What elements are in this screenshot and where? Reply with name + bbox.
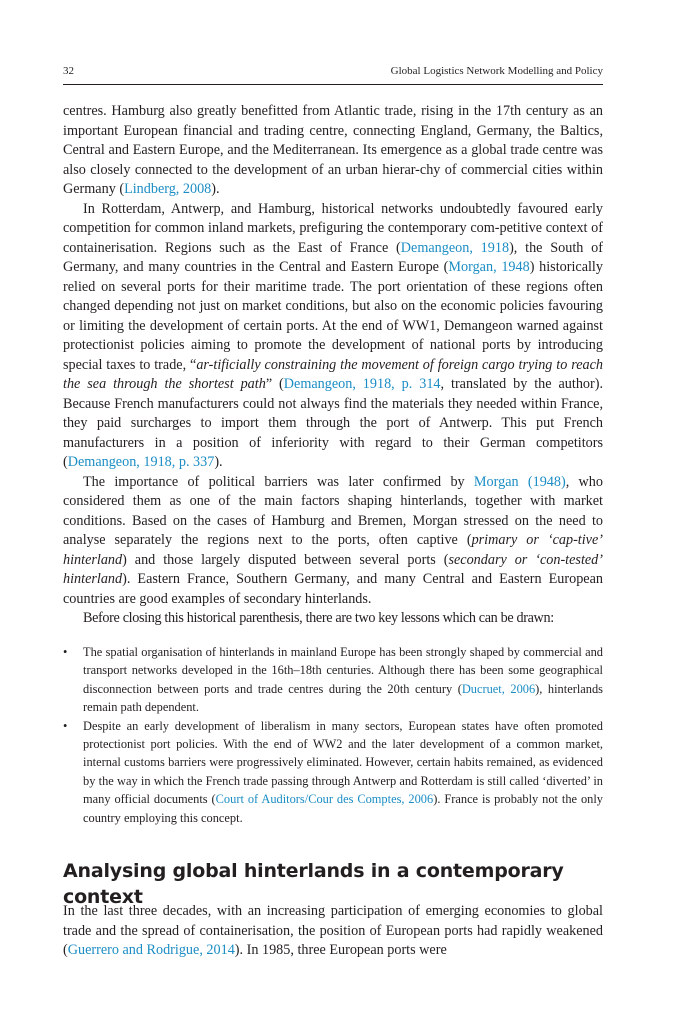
quotation: ar-tificially constraining the movement of foreign cargo trying to reach the sea through the shortest path [63,356,603,392]
term: secondary or ‘con-tested’ hinterland [63,551,603,587]
bullet-marker: • [63,645,68,659]
citation-link[interactable]: Morgan, 1948 [448,259,530,275]
list-item: • Despite an early development of liberalism in many sectors, European states have often promoted protectionist port policies. With the end of WW2 and the later development of a common market, internal customs barriers were progressively eliminated. However, certain habits remained, as evidenced by the way in which the French trade passing through Antwerp and Rotterdam is still called ‘diverted’ in many official documents (Court of Auditors/Cour des Comptes, 2006). France is probably not the only country employing this concept. [63,718,603,825]
citation-link[interactable]: Ducruet, 2006 [461,681,536,696]
citation-link[interactable]: Demangeon, 1918 [400,239,510,256]
citation-link[interactable]: Lindberg, 2008 [124,181,212,197]
bullet-marker: • [63,718,68,733]
paragraph: In Rotterdam, Antwerp, and Hamburg, historical networks undoubtedly favoured early competition for common inland markets, prefiguring the contemporary com-petitive context of containerisation. Regions such as the East of France (Demangeon, 1918), the South of Germany, and many countries in the Central and Eastern Europe (Morgan, 1948) historically relied on several ports for their maritime trade. The port orientation of these regions often changed depending not just on market conditions, but also on the economic policies favouring or limiting the development of certain ports. At the end of WW1, Demangeon warned against protectionist policies aiming to promote the development of national ports by introducing special taxes to trade, “ar-tificially constraining the movement of foreign cargo trying to reach the sea through the shortest path” (Demangeon, 1918, p. 314, translated by the author). Because French manufacturers could not always find the materials they needed within France, they paid surcharges to import them through the port of Antwerp. This put French manufacturers in a position of inferiority with regard to their German competitors (Demangeon, 1918, p. 337). [63,200,603,470]
running-title: Global Logistics Network Modelling and Policy [390,65,603,77]
citation-link[interactable]: Morgan (1948) [473,473,566,490]
citation-link[interactable]: Demangeon, 1918, p. 337 [67,454,215,470]
paragraph: Before closing this historical parenthesis, there are two key lessons which can be drawn: [83,610,554,626]
header-rule [63,84,603,85]
citation-link[interactable]: Guerrero and Rodrigue, 2014 [67,942,235,958]
paragraph: The importance of political barriers was later confirmed by Morgan (1948), who considered them as one of the main factors shaping hinterlands, together with market conditions. Based on the cases of Hamburg and Bremen, Morgan stressed on the need to analyse separately the regions next to the ports, often captive (primary or ‘cap-tive’ hinterland) and those largely disputed between several ports (secondary or ‘con-tested’ hinterland). Eastern France, Southern Germany, and many Central and Eastern European countries are good examples of secondary hinterlands. [63,473,603,607]
main-text [63,102,603,629]
page-number: 32 [63,65,74,77]
paragraph: centres. Hamburg also greatly benefitted from Atlantic trade, rising in the 17th century as an important European financial and trading centre, connecting England, Germany, the Baltics, Central and Eastern Europe, and the Mediterranean. Its emergence as a global trade centre was also closely connected to the development of an urban hierar-chy of commercial cities within Germany (Lindberg, 2008). [63,103,603,197]
list-item: • The spatial organisation of hinterlands in mainland Europe has been strongly shaped by commercial and transport networks developed in the 16th–18th centuries. Although there has been some geographical disconnection between ports and trade centres during the 20th century (Ducruet, 2006), hinterlands remain path dependent. [63,645,603,715]
section-text [63,902,603,961]
paragraph: In the last three decades, with an increasing participation of emerging economies to global trade and the spread of containerisation, the position of European ports had rapidly weakened (Guerrero and Rodrigue, 2014). In 1985, three European ports were [63,903,603,958]
citation-link[interactable]: Court of Auditors/Cour des Comptes, 2006 [215,792,434,807]
term: primary or ‘cap-tive’ hinterland [63,532,603,568]
citation-link[interactable]: Demangeon, 1918, p. 314 [283,376,441,392]
section-heading: Analysing global hinterlands in a contemporary context [63,860,564,908]
bullet-list [63,643,603,827]
